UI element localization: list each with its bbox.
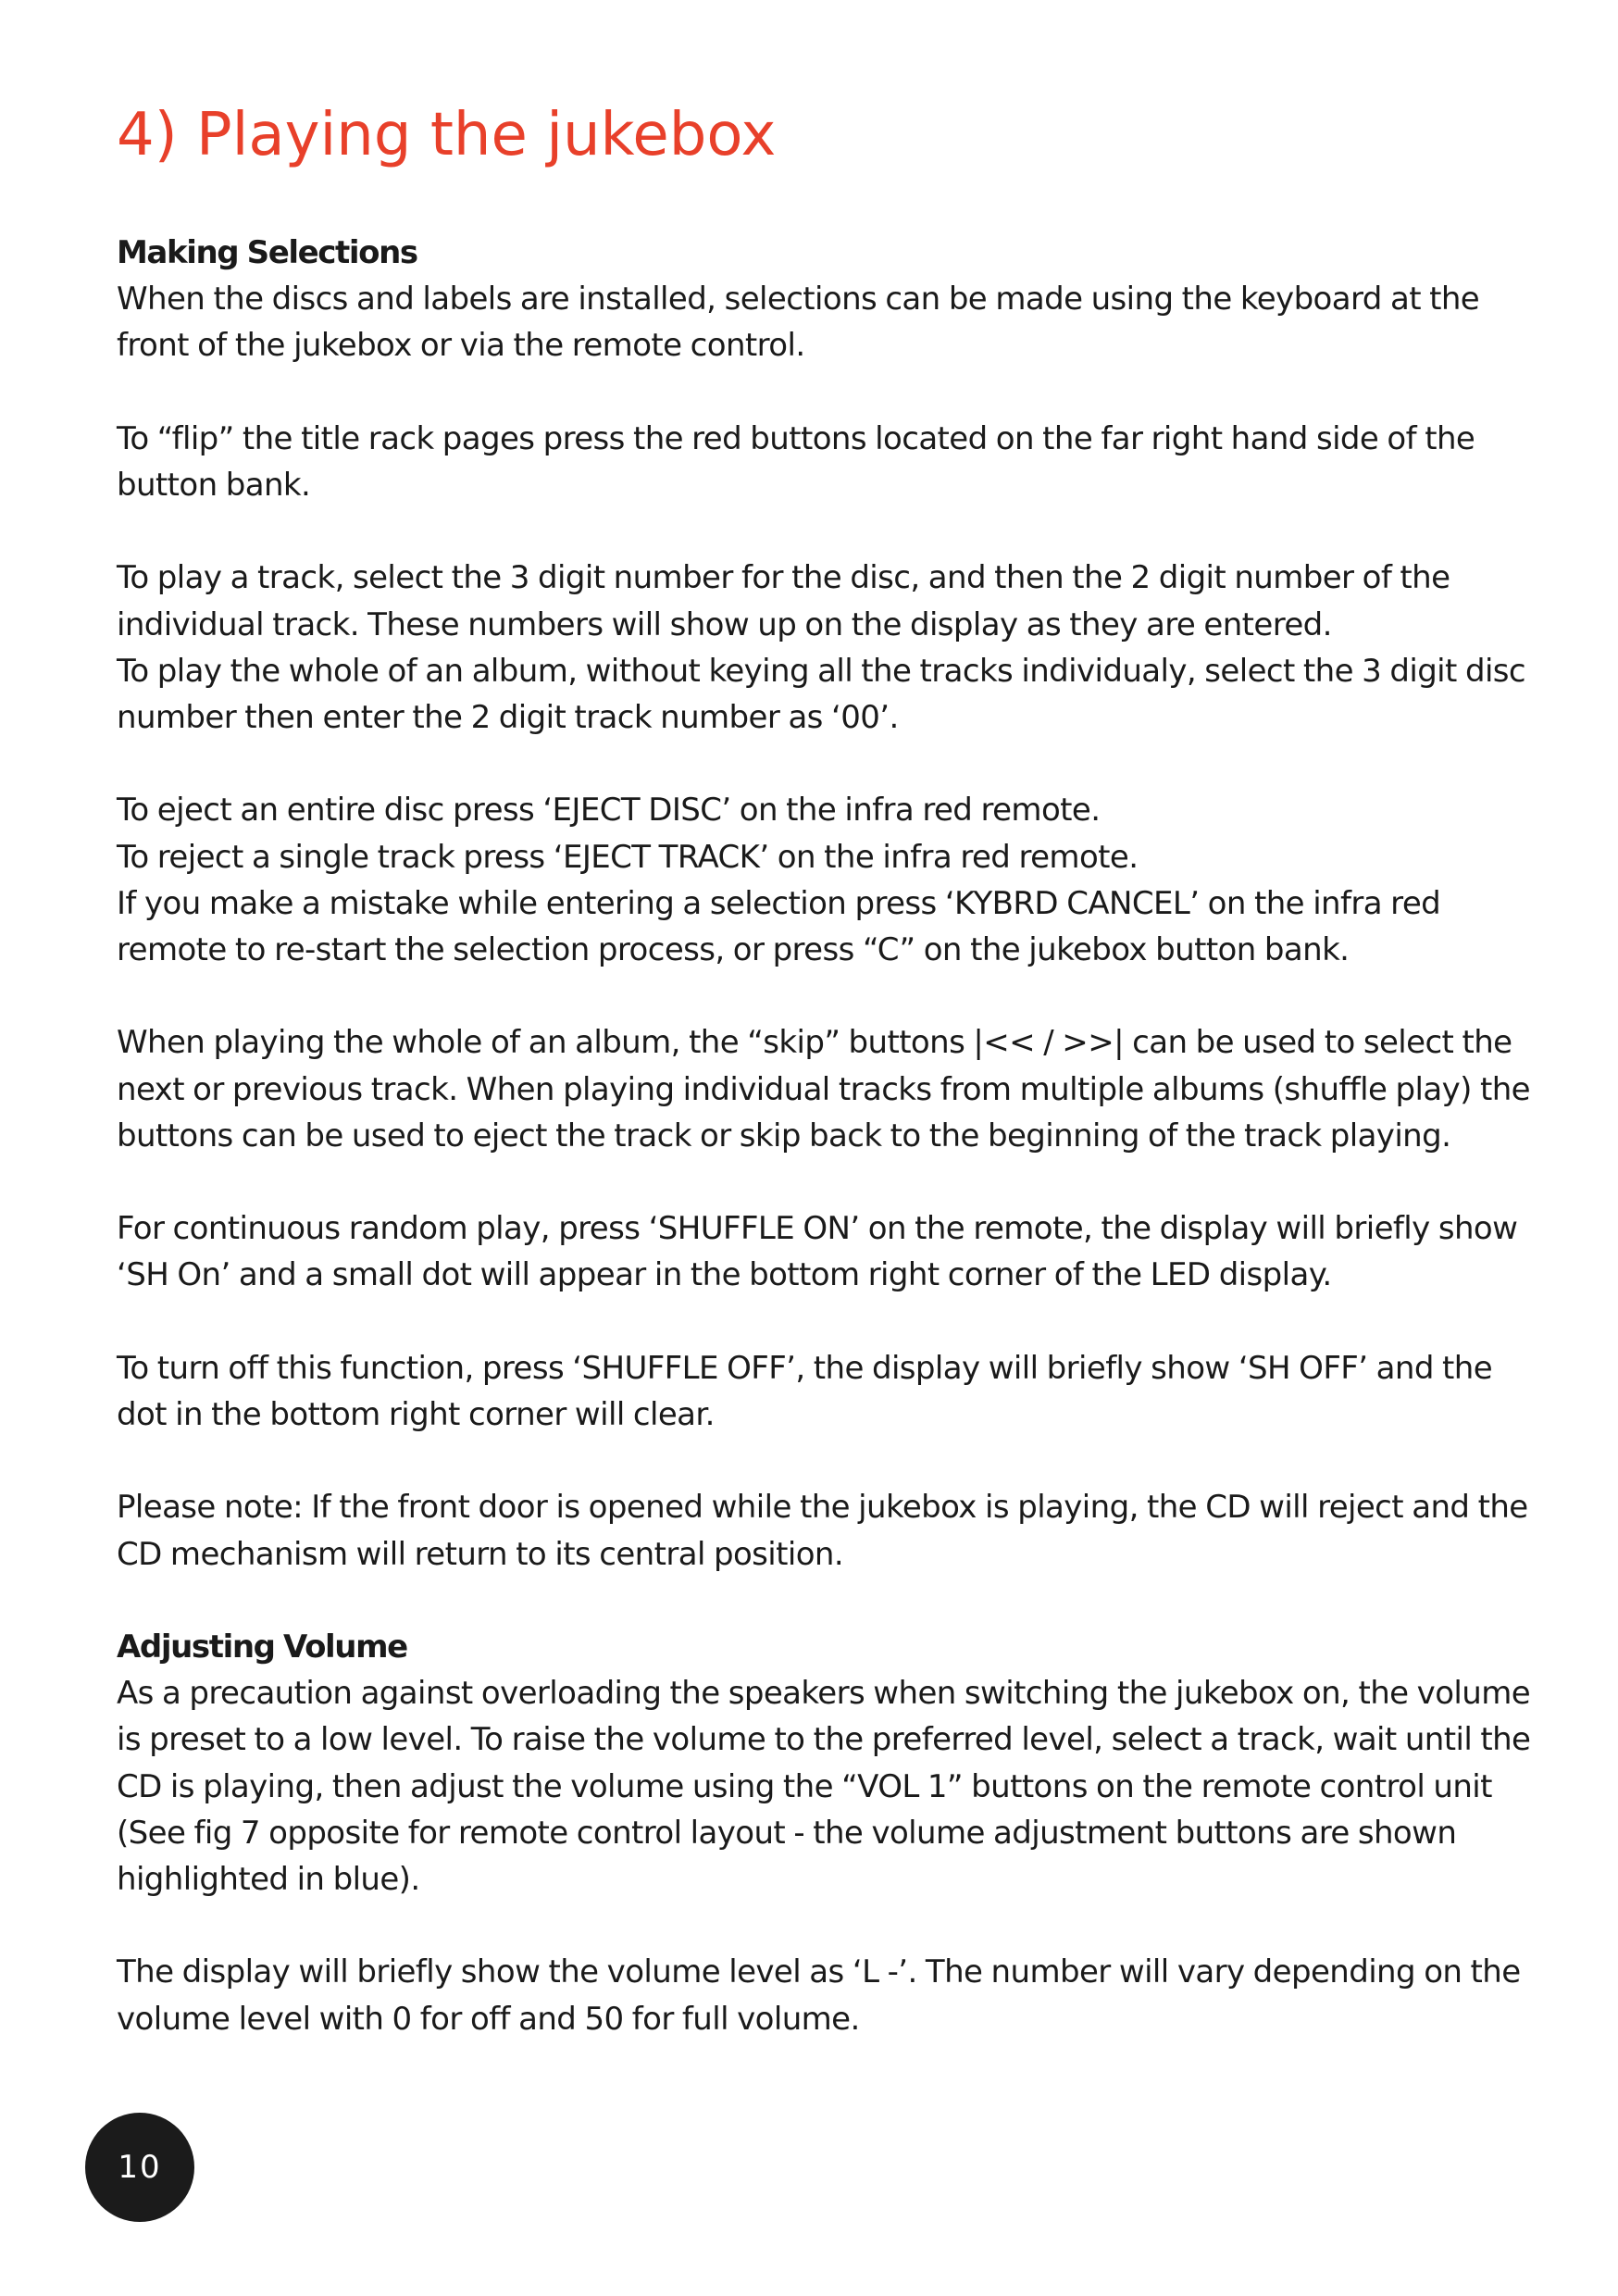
paragraph: When the discs and labels are installed, selections can be made using the keyboard at the front of the jukebox or via the remote control. (117, 281, 1480, 365)
paragraph: As a precaution against overloading the speakers when switching the jukebox on, the volume is preset to a low level. To raise the volume to the preferred level, select a track, wait until the CD is playing, then adjust the volume using the “VOL 1” buttons on the remote control unit (See fig 7 opposite for remote control layout - the volume adjustment buttons are shown highlighted in blue). (117, 1675, 1531, 1898)
paragraph: To “flip” the title rack pages press the red buttons located on the far right hand side of the button bank. (117, 419, 1475, 504)
paragraph: When playing the whole of an album, the “skip” buttons |<< / >>| can be used to select the next or previous track. When playing individual tracks from multiple albums (shuffle play) the buttons can be used to eject the track or skip back to the beginning of the track playing. (117, 1024, 1530, 1154)
paragraph: To play the whole of an album, without keying all the tracks individualy, select the 3 digit disc number then enter the 2 digit track number as ‘00’. (117, 652, 1526, 736)
page-title: 4) Playing the jukebox (117, 101, 777, 169)
paragraph: Please note: If the front door is opened while the jukebox is playing, the CD will reject and the CD mechanism will return to its central position. (117, 1489, 1528, 1573)
paragraph: To play a track, select the 3 digit number for the disc, and then the 2 digit number of the individual track. These numbers will show up on the display as they are entered. (117, 559, 1450, 643)
page-number: 10 (118, 2149, 162, 2186)
section-heading-making-selections: Making Selections (117, 234, 417, 271)
paragraph: If you make a mistake while entering a selection press ‘KYBRD CANCEL’ on the infra red remote to re-start the selection process, or press “C” on the jukebox button bank. (117, 884, 1441, 968)
section-heading-adjusting-volume: Adjusting Volume (117, 1628, 407, 1666)
manual-body (117, 230, 1533, 2042)
page-number-badge (85, 2113, 194, 2222)
paragraph: To turn off this function, press ‘SHUFFLE OFF’, the display will briefly show ‘SH OFF’ and the dot in the bottom right corner will clear. (117, 1349, 1493, 1433)
paragraph: To eject an entire disc press ‘EJECT DISC’ on the infra red remote. (117, 792, 1101, 830)
paragraph: To reject a single track press ‘EJECT TRACK’ on the infra red remote. (117, 838, 1139, 876)
paragraph: The display will briefly show the volume level as ‘L -’. The number will vary depending on the volume level with 0 for off and 50 for full volume. (117, 1953, 1521, 2038)
paragraph: For continuous random play, press ‘SHUFFLE ON’ on the remote, the display will briefly show ‘SH On’ and a small dot will appear in the bottom right corner of the LED display. (117, 1210, 1518, 1294)
